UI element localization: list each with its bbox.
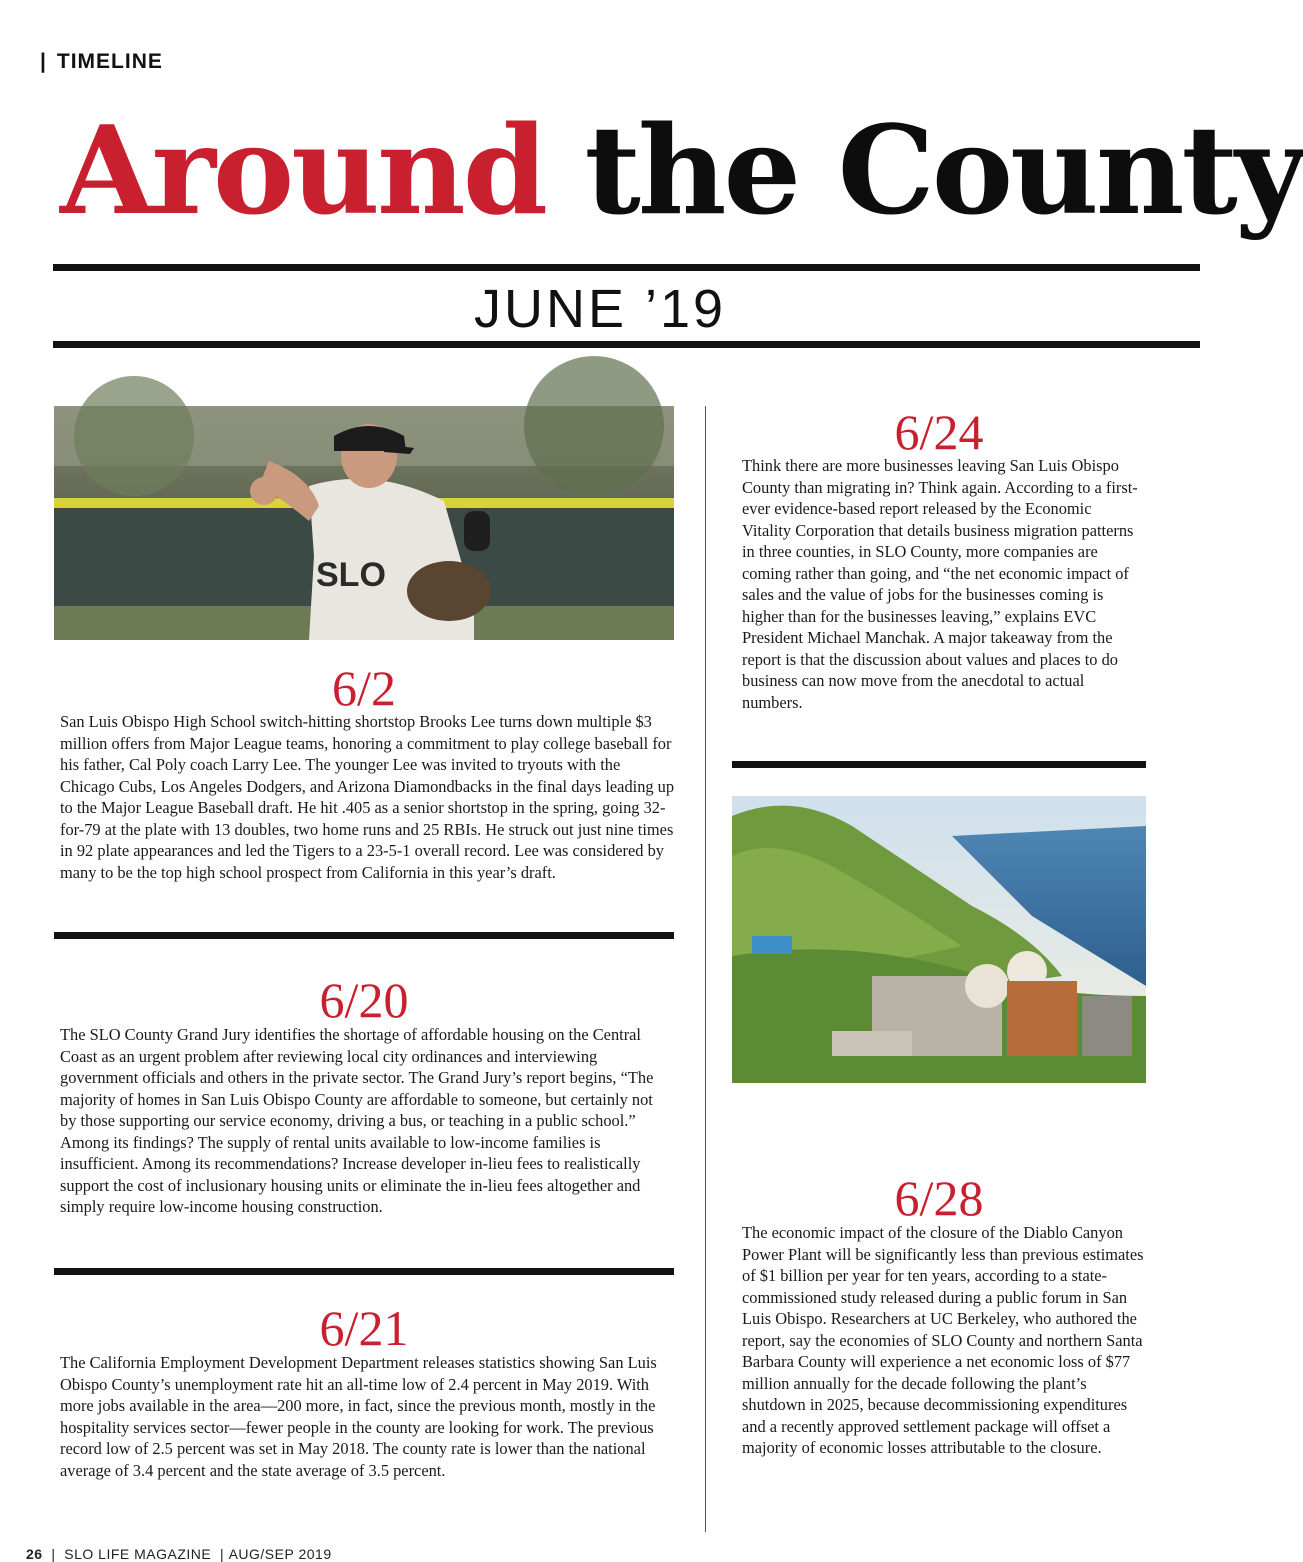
column-divider: [705, 406, 706, 1532]
entry-divider: [54, 1268, 674, 1275]
entry-text: The SLO County Grand Jury identifies the shortage of affordable housing on the Central Coast as an urgent problem after reviewing local city ordinances and interviewing government officials and others in the private sector. The Grand Jury’s report begins, “The majority of homes in San Luis Obispo County are affordable to someone, but certainly not by those supporting our service economy, driving a bus, or teaching in a public school.” Among its findings? The supply of rental units available to low-income families is insufficient. Among its recommendations? Increase developer in-lieu fees to realistically support the cost of inclusionary housing units or eliminate the in-lieu fees altogether and simply require low-income housing construction.: [60, 1025, 654, 1216]
top-rule-upper: [53, 264, 1200, 271]
entry-divider: [54, 932, 674, 939]
section-label-bar: |: [40, 50, 47, 73]
month-heading: JUNE ’19: [473, 279, 727, 339]
entry-date: 6/24: [894, 404, 984, 460]
issue-date: AUG/SEP 2019: [228, 1546, 332, 1562]
headline-black-part: the County: [584, 98, 1303, 242]
entry-date: 6/21: [319, 1300, 409, 1356]
power-plant-photo-graphic: [732, 796, 1146, 1083]
page-number: 26: [26, 1546, 43, 1562]
section-label: [40, 50, 163, 74]
entry-date: 6/20: [319, 972, 409, 1028]
power-plant-aerial-photo: [732, 796, 1146, 1083]
entry-text: The economic impact of the closure of the Diablo Canyon Power Plant will be significantly less than previous estimates of $1 billion per year for ten years, according to a state-commissioned study released during a public forum in San Luis Obispo. Researchers at UC Berkeley, who authored the report, say the economies of SLO County and northern Santa Barbara County will experience a net economic loss of $77 million annually for the decade following the plant’s shutdown in 2025, because decommissioning expenditures and a recently approved settlement package will offset a majority of economic losses attributable to the closure.: [742, 1223, 1144, 1457]
svg-text:SLO: SLO: [316, 556, 386, 594]
magazine-name: SLO LIFE MAGAZINE: [64, 1546, 212, 1562]
entry-text: The California Employment Development Department releases statistics showing San Luis Obispo County’s unemployment rate hit an all-time low of 2.4 percent in May 2019. With more jobs available in the area—200 more, in fact, since the previous month, mostly in the hospitality services sector—fewer people in the county are looking for work. The previous record low of 2.5 percent was set in May 2018. The county rate is lower than the national average of 3.4 percent and the state average of 3.5 percent.: [60, 1353, 657, 1480]
entry-date: 6/2: [332, 660, 396, 716]
entry-text: Think there are more businesses leaving San Luis Obispo County than migrating in? Think again. According to a first-ever evidence-based report released by the Economic Vitality Corporation that details business migration patterns in three counties, in SLO County, more companies are coming rather than going, and “the net economic impact of sales and the value of jobs for the businesses coming is higher than for the businesses leaving,” explains EVC President Michael Manchak. A major takeaway from the report is that the discussion about values and places to do business can now move from the anecdotal to actual numbers.: [742, 456, 1138, 712]
entry-divider: [732, 761, 1146, 768]
headline-red-part: Around: [60, 98, 546, 242]
page-footer: 26 | SLO LIFE MAGAZINE | AUG/SEP 2019: [26, 1546, 332, 1562]
entry-text: San Luis Obispo High School switch-hitting shortstop Brooks Lee turns down multiple $3 million offers from Major League teams, honoring a commitment to play college baseball for his father, Cal Poly coach Larry Lee. The younger Lee was invited to tryouts with the Chicago Cubs, Los Angeles Dodgers, and Arizona Diamondbacks in the final days leading up to the Major League Baseball draft. He hit .405 as a senior shortstop in the spring, going 32-for-79 at the plate with 13 doubles, two home runs and 25 RBIs. He struck out just nine times in 92 plate appearances and led the Tigers to a 23-5-1 overall record. Lee was considered by many to be the top high school prospect from California in this year’s draft.: [60, 712, 675, 882]
top-rule-lower: [53, 341, 1200, 348]
page-headline: [60, 100, 1303, 240]
baseball-player-photo: [54, 406, 674, 640]
section-label-text: TIMELINE: [56, 50, 163, 73]
baseball-photo-graphic: [54, 406, 674, 640]
entry-date: 6/28: [894, 1170, 984, 1226]
